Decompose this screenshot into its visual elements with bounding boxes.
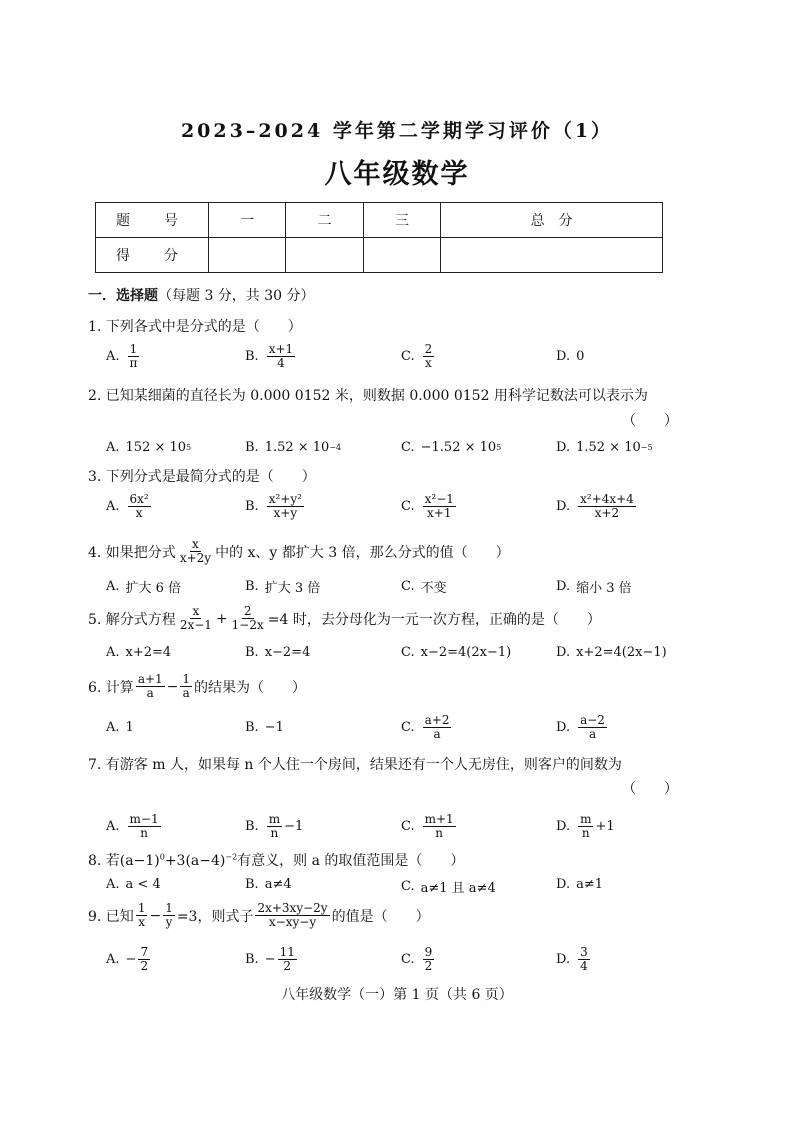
- fraction: [180, 673, 192, 700]
- subject-title: 八年级数学: [324, 159, 470, 190]
- option-label: B.: [245, 877, 259, 892]
- numerator: a+1: [137, 672, 163, 686]
- fraction: [578, 714, 607, 741]
- q2-answer-paren: （ ）: [622, 413, 678, 429]
- question-7: 7. 有游客 m 人，如果每 n 个人住一个房间，结果还有一个人无房住，则客户的间数为: [88, 757, 622, 773]
- numerator: 1: [137, 901, 146, 915]
- denominator: 2: [283, 959, 292, 973]
- denominator: n: [270, 826, 279, 840]
- numerator: m: [580, 812, 592, 826]
- numerator: m: [268, 812, 281, 826]
- option-label: A.: [106, 579, 120, 594]
- q2-option-c: [401, 440, 501, 455]
- question-8: [88, 850, 464, 870]
- option-label: A.: [106, 877, 120, 892]
- q5-option-a: [106, 645, 171, 660]
- q6-text-pre: 6. 计算: [88, 679, 134, 696]
- numerator: x: [192, 537, 199, 551]
- option-base: 1.52 × 10: [576, 440, 641, 455]
- q4-option-a: [106, 577, 181, 596]
- fraction: [255, 902, 329, 929]
- q5-option-b: [245, 645, 310, 660]
- option-label: B.: [245, 952, 259, 967]
- option-sign: −: [125, 952, 137, 967]
- score-header-part3: 三: [363, 203, 440, 238]
- option-text: 1: [125, 720, 134, 735]
- question-4: [88, 538, 510, 565]
- denominator: n: [435, 826, 444, 840]
- q9-option-c: [401, 946, 436, 973]
- q6-option-b: [245, 720, 284, 735]
- fraction: [178, 538, 213, 565]
- fraction: [230, 605, 266, 632]
- denominator: x+2: [594, 506, 620, 520]
- option-label: D.: [556, 645, 571, 660]
- denominator: x: [138, 915, 146, 929]
- numerator: 6x²: [129, 492, 149, 506]
- option-label: A.: [106, 440, 120, 455]
- fraction: [138, 946, 150, 973]
- numerator: x²+y²: [268, 492, 302, 506]
- q7-option-a: [106, 813, 163, 840]
- section-note: （每题 3 分，共 30 分）: [158, 288, 315, 304]
- score-value-row: [96, 238, 663, 273]
- fraction: [128, 813, 161, 840]
- option-text: 不变: [420, 581, 447, 596]
- question-6: [88, 673, 306, 700]
- score-cell-total: [441, 238, 663, 273]
- numerator: 3: [580, 945, 588, 959]
- denominator: a: [433, 727, 441, 741]
- score-table: [95, 202, 663, 273]
- denominator: 1−2x: [231, 618, 264, 632]
- question-2: 2. 已知某细菌的直径长为 0.000 0152 米，则数据 0.000 0152 用科学记数法可以表示为: [88, 388, 648, 404]
- option-text: a < 4: [125, 877, 161, 892]
- q8-option-c: [401, 877, 496, 896]
- numerator: 2: [243, 604, 252, 618]
- fraction: [267, 813, 282, 840]
- fraction: [136, 902, 148, 929]
- denominator: x: [425, 356, 432, 370]
- numerator: 11: [279, 945, 295, 959]
- operator: −: [149, 907, 162, 924]
- q4-text-post: 中的 x、y 都扩大 3 倍，那么分式的值（ ）: [215, 544, 510, 561]
- option-exponent: −5: [640, 443, 653, 452]
- fraction: [578, 946, 590, 973]
- option-base: 152 × 10: [125, 440, 187, 455]
- option-label: B.: [245, 499, 259, 514]
- numerator: 9: [424, 945, 433, 959]
- fraction: [163, 902, 175, 929]
- option-exponent: 5: [496, 443, 502, 452]
- option-label: A.: [106, 952, 120, 967]
- option-base: 1.52 × 10: [264, 440, 330, 455]
- q5-text-pre: 5. 解分式方程: [88, 611, 176, 628]
- option-label: B.: [245, 819, 259, 834]
- fraction: [128, 343, 140, 370]
- score-value-label: 得 分: [96, 238, 209, 273]
- option-text: x+2=4(2x−1): [576, 645, 667, 660]
- q7-option-b: [245, 813, 303, 840]
- question-3: 3. 下列分式是最简分式的是（ ）: [88, 469, 316, 485]
- fraction: [423, 946, 435, 973]
- numerator: a+2: [424, 713, 450, 727]
- option-label: B.: [245, 440, 259, 455]
- denominator: x+1: [427, 506, 452, 520]
- option-sign: −: [264, 952, 276, 967]
- numerator: 2: [424, 342, 433, 356]
- option-text: a≠1 且 a≠4: [420, 881, 496, 896]
- numerator: 2x+3xy−2y: [257, 901, 328, 915]
- option-label: A.: [106, 720, 120, 735]
- question-5: [88, 605, 601, 632]
- score-header-part1: 一: [209, 203, 286, 238]
- q9-option-a: [106, 946, 152, 973]
- q7-answer-paren: （ ）: [622, 781, 678, 797]
- option-label: A.: [106, 349, 120, 364]
- q8-option-a: [106, 877, 161, 892]
- exponent: 0: [159, 852, 165, 862]
- option-label: A.: [106, 499, 120, 514]
- fraction: [423, 714, 452, 741]
- q8-option-d: [556, 877, 603, 892]
- score-header-label: 题 号: [96, 203, 209, 238]
- numerator: a−2: [580, 713, 605, 727]
- q3-option-d: [556, 493, 638, 520]
- option-text: 扩大 3 倍: [264, 581, 321, 596]
- denominator: y: [165, 915, 173, 929]
- q5-option-c: [401, 645, 511, 660]
- option-label: C.: [401, 499, 415, 514]
- option-text: 缩小 3 倍: [576, 581, 632, 596]
- numerator: x²+4x+4: [580, 492, 634, 506]
- option-text: a≠4: [264, 877, 292, 892]
- denominator: a: [588, 727, 597, 741]
- fraction: [128, 493, 151, 520]
- option-label: B.: [245, 349, 259, 364]
- q2-option-b: [245, 440, 341, 455]
- option-label: D.: [556, 349, 571, 364]
- score-header-part2: 二: [286, 203, 363, 238]
- q9-text-post: 的值是（ ）: [331, 908, 430, 925]
- q1-option-b: [245, 343, 297, 370]
- option-label: B.: [245, 720, 259, 735]
- option-text: 扩大 6 倍: [125, 581, 182, 596]
- score-cell-part1: [209, 238, 286, 273]
- q7-option-d: [556, 813, 615, 840]
- option-text: x−2=4(2x−1): [420, 645, 512, 660]
- option-suffix: −1: [284, 819, 304, 834]
- numerator: 1: [182, 672, 191, 686]
- option-label: C.: [401, 440, 415, 455]
- q8-text-post: 有意义，则 a 的取值范围是（ ）: [237, 853, 465, 869]
- option-label: C.: [401, 819, 415, 834]
- option-text: a≠1: [576, 877, 604, 892]
- option-label: B.: [245, 579, 259, 594]
- option-suffix: +1: [595, 819, 615, 834]
- q5-option-d: [556, 645, 667, 660]
- option-label: D.: [556, 720, 571, 735]
- question-1: 1. 下列各式中是分式的是（ ）: [88, 319, 302, 335]
- denominator: 2: [424, 959, 433, 973]
- denominator: x: [135, 506, 143, 520]
- fraction: [423, 493, 456, 520]
- option-label: C.: [401, 720, 415, 735]
- numerator: m+1: [424, 812, 454, 826]
- q4-option-b: [245, 577, 320, 596]
- score-cell-part2: [286, 238, 363, 273]
- q4-option-d: [556, 577, 632, 596]
- fraction: [578, 813, 593, 840]
- option-label: A.: [106, 819, 120, 834]
- q2-option-a: [106, 440, 191, 455]
- section-title: 一．选择题: [88, 288, 158, 304]
- option-label: D.: [556, 819, 571, 834]
- numerator: x: [192, 604, 200, 618]
- option-label: C.: [401, 645, 415, 660]
- q3-option-c: [401, 493, 458, 520]
- q6-option-c: [401, 714, 453, 741]
- numerator: 1: [165, 901, 173, 915]
- q6-option-d: [556, 714, 609, 741]
- q9-text-pre: 9. 已知: [88, 908, 134, 925]
- numerator: 7: [140, 945, 149, 959]
- q1-option-c: [401, 343, 436, 370]
- option-label: A.: [106, 645, 120, 660]
- q8-text-mid: +3(a−4): [164, 853, 226, 869]
- denominator: x+y: [273, 506, 298, 520]
- option-exponent: −4: [329, 443, 342, 452]
- fraction: [578, 493, 636, 520]
- denominator: n: [581, 826, 590, 840]
- option-text: x+2=4: [125, 645, 172, 660]
- fraction: [178, 605, 214, 632]
- q1-option-d: [556, 349, 584, 364]
- option-label: C.: [401, 952, 415, 967]
- question-9: [88, 902, 430, 929]
- operator: +: [215, 610, 228, 627]
- exponent: −2: [225, 852, 238, 862]
- fraction: [278, 946, 297, 973]
- fraction: [267, 493, 304, 520]
- denominator: 2x−1: [179, 618, 212, 632]
- q3-option-b: [245, 493, 306, 520]
- q8-text-pre: 8. 若(a−1): [88, 853, 160, 869]
- option-exponent: 5: [186, 443, 192, 452]
- option-text: 0: [576, 349, 585, 364]
- q4-option-c: [401, 577, 447, 596]
- denominator: 4: [277, 356, 285, 370]
- exam-title: 2023–2024 学年第二学期学习评价（1）: [180, 120, 614, 142]
- q9-text-mid: =3，则式子: [176, 908, 254, 925]
- option-text: x−2=4: [264, 645, 311, 660]
- denominator: n: [140, 826, 148, 840]
- denominator: π: [129, 356, 138, 370]
- fraction: [423, 343, 435, 370]
- q9-option-d: [556, 946, 592, 973]
- numerator: x+1: [268, 342, 294, 356]
- option-label: B.: [245, 645, 259, 660]
- option-label: C.: [401, 579, 415, 594]
- q2-option-d: [556, 440, 653, 455]
- section-heading: [88, 285, 315, 305]
- q9-option-b: [245, 946, 299, 973]
- numerator: 1: [129, 342, 138, 356]
- numerator: x²−1: [424, 492, 454, 506]
- option-label: C.: [401, 349, 415, 364]
- q4-text-pre: 4. 如果把分式: [88, 544, 176, 561]
- q6-option-a: [106, 720, 134, 735]
- denominator: a: [146, 686, 154, 700]
- option-label: D.: [556, 952, 571, 967]
- q6-text-post: 的结果为（ ）: [194, 679, 307, 696]
- denominator: x+2y: [179, 551, 212, 565]
- operator: −: [166, 678, 179, 695]
- fraction: [423, 813, 456, 840]
- page-footer: 八年级数学（一）第 1 页（共 6 页）: [281, 987, 513, 1003]
- denominator: x−xy−y: [268, 915, 317, 929]
- option-label: D.: [556, 877, 571, 892]
- denominator: 2: [140, 959, 149, 973]
- option-label: D.: [556, 440, 571, 455]
- q1-option-a: [106, 343, 141, 370]
- fraction: [267, 343, 295, 370]
- q7-option-c: [401, 813, 458, 840]
- q5-text-post: =4 时，去分母化为一元一次方程，正确的是（ ）: [267, 611, 601, 628]
- score-cell-part3: [363, 238, 440, 273]
- fraction: [136, 673, 165, 700]
- denominator: a: [182, 686, 190, 700]
- score-header-total: 总 分: [441, 203, 663, 238]
- option-label: D.: [556, 499, 571, 514]
- option-base: −1.52 × 10: [420, 440, 497, 455]
- option-label: C.: [401, 879, 415, 894]
- denominator: 4: [580, 959, 588, 973]
- option-label: D.: [556, 579, 571, 594]
- q3-option-a: [106, 493, 153, 520]
- q8-option-b: [245, 877, 292, 892]
- option-text: −1: [264, 720, 284, 735]
- score-header-row: [96, 203, 663, 238]
- numerator: m−1: [129, 812, 159, 826]
